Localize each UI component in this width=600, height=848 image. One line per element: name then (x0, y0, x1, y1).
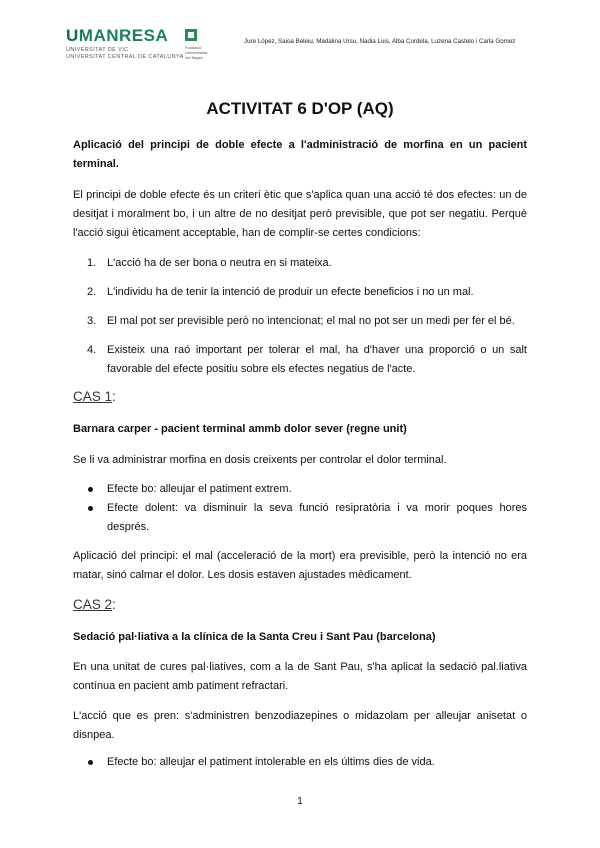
logo-subtitle-2: UNIVERSITAT CENTRAL DE CATALUNYA (66, 54, 184, 60)
bullet-text: Efecte bo: alleujar el patiment extrem. (107, 483, 292, 495)
page-number: 1 (297, 796, 303, 807)
case-2-subtitle: Sedació pal·liativa a la clínica de la Santa Creu i Sant Pau (barcelona) (73, 631, 436, 643)
umanresa-logo: UMANRESA (66, 26, 169, 45)
condition-number: 3. (87, 315, 97, 327)
foundation-emblem-icon (185, 29, 197, 41)
condition-number: 1. (87, 257, 97, 269)
page-header (66, 26, 536, 66)
case-1-conclusion: Aplicació del principi: el mal (acceleració de la mort) era previsible, però la intenció no era matar, sinó calmar el dolor. Les dosis estaven ajustades mèdicament. (73, 550, 527, 581)
case-1-heading: CAS 1: (73, 389, 116, 404)
condition-number: 4. (87, 344, 97, 356)
emblem-text-1: Fundació (185, 45, 202, 50)
document-title: ACTIVITAT 6 D'OP (AQ) (206, 99, 394, 118)
condition-text: L'individu ha de tenir la intenció de produir un efecte beneficios i no un mal. (107, 286, 474, 298)
condition-text: L'acció ha de ser bona o neutra en si mateixa. (107, 257, 332, 269)
logo-subtitle-1: UNIVERSITAT DE VIC (66, 47, 129, 53)
bullet-dot-icon (88, 487, 93, 492)
case-1-intro: Se li va administrar morfina en dosis creixents per controlar el dolor terminal. (73, 454, 447, 466)
emblem-text-2: Universitària (185, 50, 208, 55)
bullet-dot-icon (88, 760, 93, 765)
bullet-text: Efecte bo: alleujar el patiment intolerable en els últims dies de vida. (107, 756, 435, 768)
bullet-text: Efecte dolent: va disminuir la seva funció resipratòria i va morir poques hores després. (107, 502, 527, 533)
document-subtitle: Aplicació del principi de doble efecte a l'administració de morfina en un pacient terminal. (73, 139, 527, 170)
condition-number: 2. (87, 286, 97, 298)
case-2-heading: CAS 2: (73, 597, 116, 612)
condition-text: Existeix una raó important per tolerar el mal, ha d'haver una proporció o un salt favorable del efecte positiu sobre els efectes negatius de l'acte. (107, 344, 527, 375)
condition-text: El mal pot ser previsible però no intencionat; el mal no pot ser un medi per fer el bé. (107, 315, 515, 327)
case-1-subtitle: Barnara carper - pacient terminal ammb dolor sever (regne unit) (73, 423, 407, 435)
intro-paragraph: El principi de doble efecte és un criteri ètic que s'aplica quan una acció té dos efectes: un de desitjat i moralment bo, i un altre de no desitjat però previsible, que pot ser negatiu. Perquè l'acció sigui èticament acceptable, han de complir-se certes condicions: (73, 189, 527, 239)
case-2-action: L'acció que es pren: s'administren benzodiazepines o midazolam per alleujar anisetat o disnpea. (73, 710, 527, 741)
case-2-intro: En una unitat de cures pal·liatives, com a la de Sant Pau, s'ha aplicat la sedació pal.liativa contínua en pacient amb patiment refractari. (73, 661, 527, 692)
bullet-dot-icon (88, 506, 93, 511)
authors-line: Jure López, Saioa Beleiu, Madalina Ursu, Nadia Luis, Alba Cordela, Luzena Castelo i Carla Gomez (244, 38, 516, 45)
emblem-text-3: del Bages (185, 55, 203, 60)
